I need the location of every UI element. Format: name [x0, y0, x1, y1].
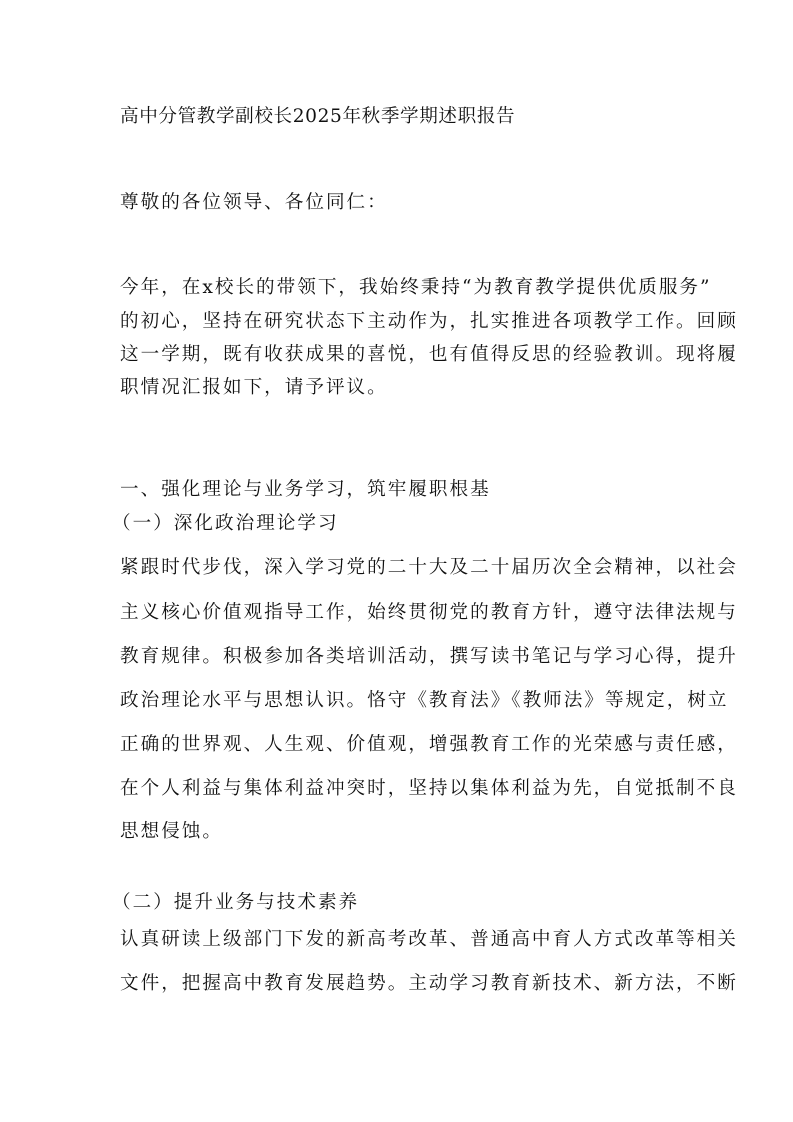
paragraph-line: 教育规律。积极参加各类培训活动，撰写读书笔记与学习心得，提升	[120, 646, 738, 667]
paragraph-line: 文件，把握高中教育发展趋势。主动学习教育新技术、新方法，不断	[120, 973, 738, 994]
subsection-heading: （二）提升业务与技术素养	[112, 892, 360, 913]
paragraph-line: 紧跟时代步伐，深入学习党的二十大及二十届历次全会精神，以社会	[120, 557, 738, 578]
paragraph-line: 的初心，坚持在研究状态下主动作为，扎实推进各项教学工作。回顾	[120, 311, 738, 332]
paragraph-line: 今年，在x校长的带领下，我始终秉持“为教育教学提供优质服务”	[120, 277, 712, 298]
paragraph-line: 在个人利益与集体利益冲突时，坚持以集体利益为先，自觉抵制不良	[120, 778, 738, 799]
paragraph-line: 职情况汇报如下，请予评议。	[120, 377, 388, 398]
paragraph-line: 政治理论水平与思想认识。恪守《教育法》《教师法》等规定，树立	[120, 690, 729, 711]
paragraph-line: 认真研读上级部门下发的新高考改革、普通高中育人方式改革等相关	[120, 929, 738, 950]
paragraph-line: 正确的世界观、人生观、价值观，增强教育工作的光荣感与责任感，	[120, 734, 738, 755]
subsection-heading: （一）深化政治理论学习	[112, 513, 339, 534]
section-heading: 一、强化理论与业务学习，筑牢履职根基	[120, 479, 491, 500]
document-title: 高中分管教学副校长2025年秋季学期述职报告	[120, 106, 516, 127]
salutation: 尊敬的各位领导、各位同仁：	[120, 192, 388, 213]
paragraph-line: 这一学期，既有收获成果的喜悦，也有值得反思的经验教训。现将履	[120, 344, 738, 365]
paragraph-line: 主义核心价值观指导工作，始终贯彻党的教育方针，遵守法律法规与	[120, 602, 738, 623]
paragraph-line: 思想侵蚀。	[120, 821, 223, 842]
